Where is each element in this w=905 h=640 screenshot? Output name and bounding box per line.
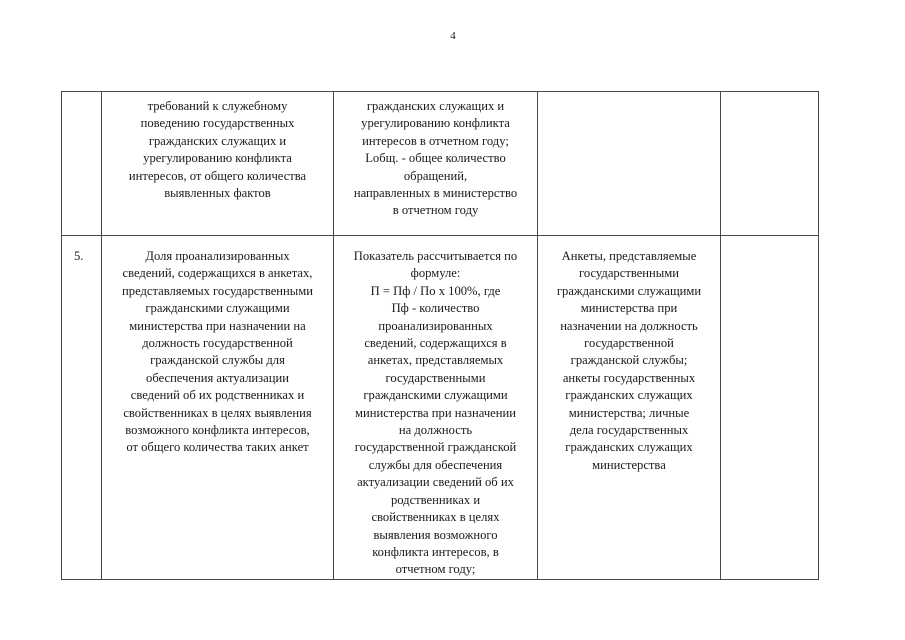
source-text: Анкеты, представляемые государственными гражданскими служащими министерства при назначении на должность государственной гражданской службы; анкеты государственных гражданских служащих министерства; личные дела государственных гражданских служащих министерства: [556, 249, 702, 472]
row-number-cell: [62, 236, 102, 580]
indicator-cell: [102, 236, 334, 580]
table-row: [62, 92, 819, 236]
method-text: гражданских служащих и урегулированию конфликта интересов в отчетном году; Lобщ. - общее количество обращений, направленных в министерство в отчетном году: [353, 99, 518, 218]
indicator-text: Доля проанализированных сведений, содержащихся в анкетах, представляемых государственными гражданскими служащими министерства при назначении на должность государственной гражданской службы для обеспечения актуализации сведений об их родственниках и свойственниках в целях выявления возможного конфликта интересов, от общего количества таких анкет: [122, 249, 313, 455]
extra-cell: [721, 92, 819, 236]
indicator-cell: [102, 92, 334, 236]
source-cell: [538, 236, 721, 580]
indicator-table: [61, 91, 819, 580]
page-number: 4: [450, 30, 456, 42]
method-cell: [334, 92, 538, 236]
method-cell: [334, 236, 538, 580]
row-number-cell: [62, 92, 102, 236]
row-number: 5.: [74, 249, 84, 263]
source-cell: [538, 92, 721, 236]
extra-cell: [721, 236, 819, 580]
indicator-text: требований к служебному поведению государственных гражданских служащих и урегулированию конфликта интересов, от общего количества выявленных фактов: [128, 99, 307, 201]
method-text: Показатель рассчитывается по формуле: П = Пф / По х 100%, где Пф - количество проанализированных сведений, содержащихся в анкетах, представляемых государственными гражданскими служащими министерства при назначении на должность государственной гражданской службы для обеспечения актуализации сведений об их родственниках и свойственниках в целях выявления возможного конфликта интересов, в отчетном году;: [353, 249, 518, 577]
table-row: [62, 236, 819, 580]
